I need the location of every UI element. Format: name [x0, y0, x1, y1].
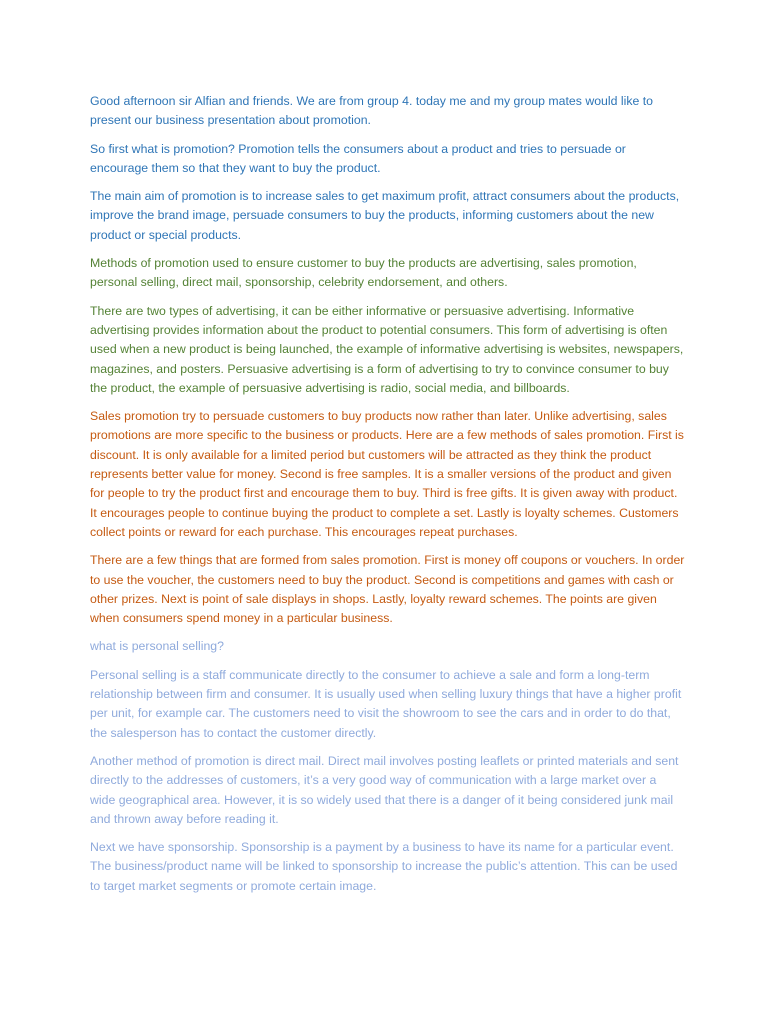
- paragraph-personal-selling: Personal selling is a staff communicate directly to the consumer to achieve a sale and form a long-term relationship between firm and consumer. It is usually used when selling luxury things that have a higher profit per unit, for example car. The customers need to visit the showroom to see the cars and in order to do that, the salesperson has to contact the customer directly.: [90, 667, 682, 740]
- paragraph-direct-mail: Another method of promotion is direct mail. Direct mail involves posting leaflets or printed materials and sent directly to the addresses of customers, it’s a very good way of communication with a large market over a wide geographical area. However, it is so widely used that there is a danger of it being considered junk mail and thrown away before reading it.: [90, 753, 679, 826]
- paragraph-aim-of-promotion: The main aim of promotion is to increase sales to get maximum profit, attract consumers about the products, improve the brand image, persuade consumers to buy the products, informing customers about the new product or special products.: [90, 189, 680, 242]
- paragraph-methods-of-promotion: Methods of promotion used to ensure customer to buy the products are advertising, sales promotion, personal selling, direct mail, sponsorship, celebrity endorsement, and others.: [90, 256, 637, 290]
- paragraph-sales-promotion-forms: There are a few things that are formed from sales promotion. First is money off coupons or vouchers. In order to use the voucher, the customers need to buy the product. Second is competitions and games with cash or other prizes. Next is point of sale displays in shops. Lastly, loyalty reward schemes. The points are given when consumers spend money in a particular business.: [90, 553, 685, 626]
- document-body: [90, 92, 685, 905]
- paragraph-greeting: Good afternoon sir Alfian and friends. We are from group 4. today me and my group mates would like to present our business presentation about promotion.: [90, 94, 653, 128]
- paragraph-personal-selling-question: what is personal selling?: [90, 639, 224, 654]
- paragraph-sponsorship: Next we have sponsorship. Sponsorship is a payment by a business to have its name for a particular event. The business/product name will be linked to sponsorship to increase the public’s attention. This can be used to target market segments or promote certain image.: [90, 840, 678, 893]
- paragraph-advertising: There are two types of advertising, it can be either informative or persuasive advertising. Informative advertising provides information about the product to potential consumers. This form of advertising is often used when a new product is being launched, the example of informative advertising is websites, newspapers, magazines, and posters. Persuasive advertising is a form of advertising to try to convince consumer to buy the product, the example of persuasive advertising is radio, social media, and billboards.: [90, 303, 684, 395]
- paragraph-sales-promotion: Sales promotion try to persuade customers to buy products now rather than later. Unlike advertising, sales promotions are more specific to the business or products. Here are a few methods of sales promotion. First is discount. It is only available for a limited period but customers will be attracted as they think the product represents better value for money. Second is free samples. It is a smaller versions of the product and given for people to try the product first and encourage them to buy. Third is free gifts. It is given away with product. It encourages people to continue buying the product to complete a set. Lastly is loyalty schemes. Customers collect points or reward for each purchase. This encourages repeat purchases.: [90, 409, 684, 539]
- paragraph-what-is-promotion: So first what is promotion? Promotion tells the consumers about a product and tries to persuade or encourage them so that they want to buy the product.: [90, 141, 626, 175]
